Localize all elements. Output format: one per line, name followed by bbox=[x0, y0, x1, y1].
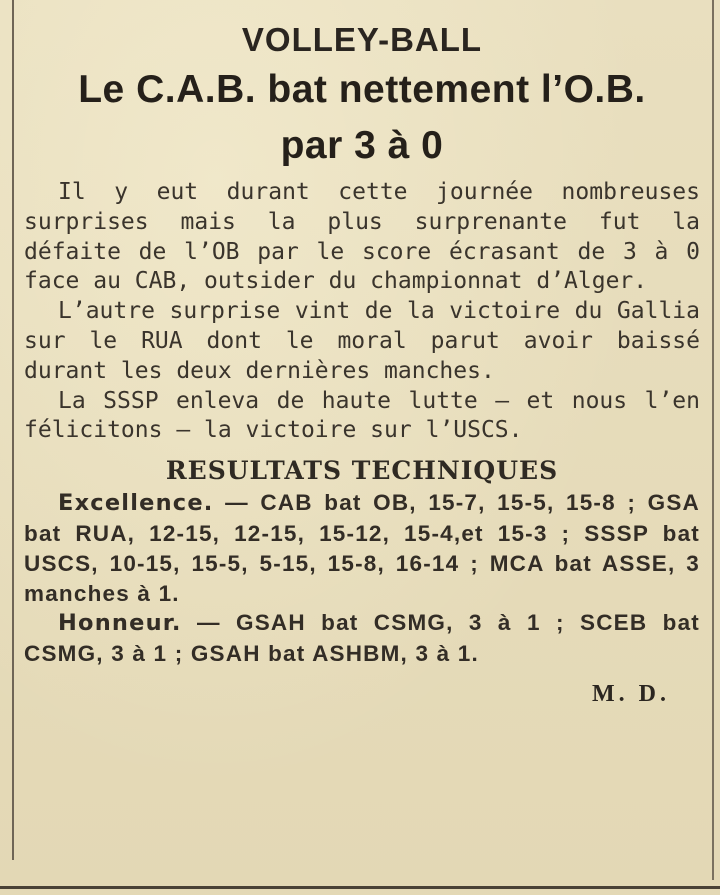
results-text: — CAB bat OB, 15-7, 15-5, 15-8 ; GSA bat RUA, 12-15, 12-15, 15-12, 15-4,et 15-3 ; SSSP bat USCS, 10-15, 15-5, 5-15, 15-8, 16-14 ; MCA bat ASSE, 3 manches à 1. bbox=[24, 490, 700, 606]
paragraph: La SSSP enleva de haute lutte — et nous l’en félicitons — la victoire sur l’USCS. bbox=[24, 387, 700, 444]
author-signature: M. D. bbox=[592, 680, 670, 707]
article-body bbox=[24, 178, 700, 446]
paragraph: Il y eut durant cette journée nombreuses surprises mais la plus surprenante fut la défaite de l’OB par le score écrasant de 3 à 0 face au CAB, outsider du championnat d’Alger. bbox=[24, 179, 700, 295]
column-rule-left bbox=[12, 0, 14, 860]
results-text: — GSAH bat CSMG, 3 à 1 ; SCEB bat CSMG, 3 à 1 ; GSAH bat ASHBM, 3 à 1. bbox=[24, 610, 700, 667]
results-entry bbox=[24, 488, 700, 608]
results-category: Honneur. bbox=[58, 610, 182, 637]
article bbox=[24, 18, 700, 708]
headline-line-1: Le C.A.B. bat nettement l’O.B. bbox=[78, 68, 646, 111]
results-entry bbox=[24, 608, 700, 669]
column-rule-bottom bbox=[0, 886, 720, 889]
headline-line-2: par 3 à 0 bbox=[280, 124, 444, 167]
article-headline bbox=[24, 62, 700, 174]
paragraph: L’autre surprise vint de la victoire du Gallia sur le RUA dont le moral parut avoir baissé durant les deux dernières manches. bbox=[24, 298, 700, 384]
article-kicker: VOLLEY-BALL bbox=[241, 21, 483, 58]
results-list bbox=[24, 488, 700, 669]
column-rule-right bbox=[712, 0, 714, 880]
results-category: Excellence. bbox=[58, 490, 214, 517]
results-title: RESULTATS TECHNIQUES bbox=[165, 456, 559, 486]
